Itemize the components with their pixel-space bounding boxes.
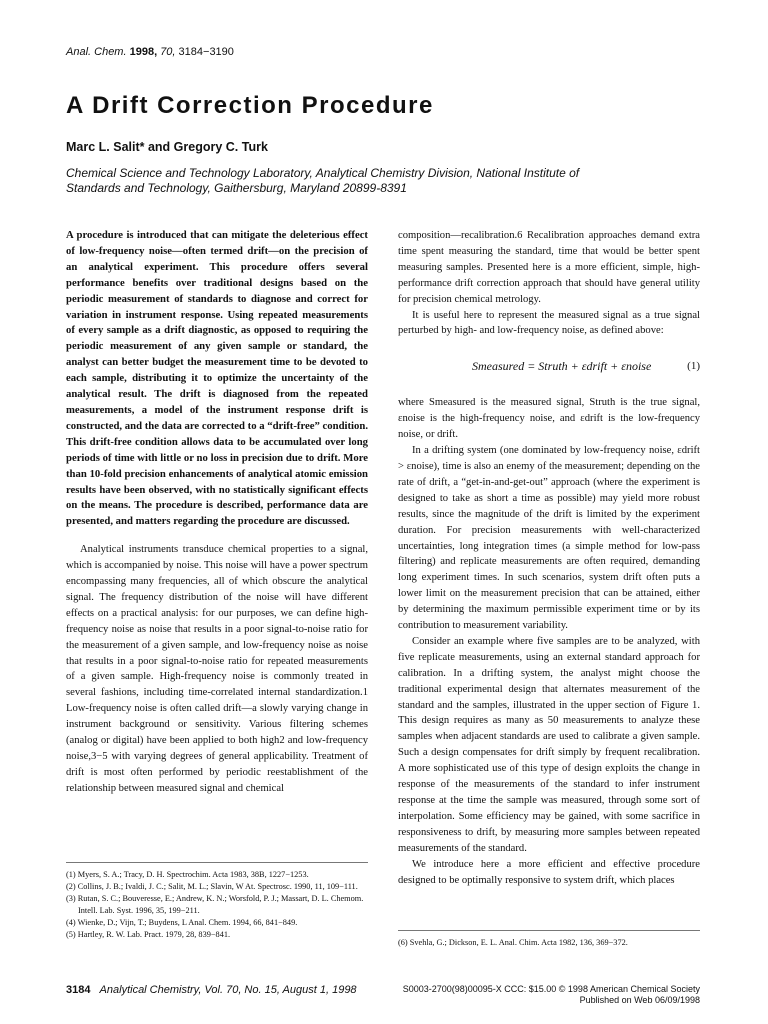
footnote-references (66, 862, 368, 941)
paragraph: In a drifting system (one dominated by low-frequency noise, εdrift > εnoise), time is also an enemy of the measurement; depending on the rate of drift, a “get-in-and-get-out” approach (where the experiment is designed to take as short a time as possible) may yield more robust results, since the magnitude of the drift is limited by the experiment duration. For precision measurements with well-characterized uncertainties, long integration times (a simple method for low-pass filtering) and replicate measurements are often required, demanding long experiment times. In such scenarios, system drift often puts a lower limit on the measurement precision that can be attained, either by determining the maximum permissible experiment time or by its contribution to measurement variability. (398, 445, 700, 632)
article-title: A Drift Correction Procedure (66, 92, 434, 119)
authors: Marc L. Salit* and Gregory C. Turk (66, 140, 268, 154)
journal-reference (66, 46, 234, 58)
equation-formula: Smeasured = Struth + εdrift + εnoise (472, 359, 652, 374)
journal-volume: 70, (160, 46, 176, 58)
equation-1 (398, 339, 700, 395)
reference-2: (2) Collins, J. B.; Ivaldi, J. C.; Salit, M. L.; Slavin, W At. Spectrosc. 1990, 11, 109−111. (66, 882, 358, 891)
affiliation: Chemical Science and Technology Laboratory, Analytical Chemistry Division, National Institute of Standards and Technology, Gaithersburg, Maryland 20899-8391 (66, 166, 580, 195)
journal-name: Anal. Chem. (66, 46, 127, 58)
right-column (398, 228, 700, 888)
reference-4: (4) Wienke, D.; Vijn, T.; Buydens, L Anal. Chem. 1994, 66, 841−849. (66, 918, 298, 927)
copyright-block (400, 984, 700, 1006)
journal-pages: 3184−3190 (178, 46, 234, 58)
footnote-references-right (398, 930, 700, 949)
paragraph: Consider an example where five samples are to be analyzed, with five replicate measurements, using an external standard approach for calibration. In a drifting system, the analyst might choose the traditional experimental design that alternates measurement of the standard and the samples, illustrated in the upper section of Figure 1. This design requires as many as 50 measurements to analyze these samples when adjacent standards are used to calibrate a given sample. Such a design compensates for drift simply by frequent recalibration. A more sophisticated use of this type of design exploits the change in response of the measurements of the standard to infer instrument response at the time the sample was measured, through some sort of interpolation. Some efficiency may be gained, with some sacrifice in responsiveness to drift, by measuring more samples between repeated measurements of the standard. (398, 635, 700, 854)
reference-1: (1) Myers, S. A.; Tracy, D. H. Spectrochim. Acta 1983, 38B, 1227−1253. (66, 870, 309, 879)
paragraph: It is useful here to represent the measured signal as a true signal perturbed by high- and low-frequency noise, as defined above: (398, 309, 700, 337)
footer-citation: Analytical Chemistry, Vol. 70, No. 15, August 1, 1998 (99, 984, 357, 996)
paragraph: composition—recalibration.6 Recalibration approaches demand extra time spent measuring the standard, time that would be better spent measuring samples. Presented here is a more efficient, simple, high-performance drift correction approach that should have general utility for precision chemical metrology. (398, 230, 700, 305)
page-footer (66, 984, 357, 996)
intro-paragraph: Analytical instruments transduce chemical properties to a signal, which is accompanied by noise. This noise will have a power spectrum encompassing many frequencies, all of which obscure the analytical signal. The frequency distribution of the noise will have different effects on a practical analysis: for our purposes, we can define high-frequency noise as noise that results in a poor signal-to-noise ratio for the measurement of a given sample, and low-frequency noise as noise that results in a poor signal-to-noise ratio for repeated measurements of a given sample. High-frequency noise is commonly treated in several fashions, including time-correlated internal standardization.1 Low-frequency noise is often called drift—a slowly varying change in instrument background or sensitivity. Various filtering schemes (analog or digital) have been applied to both high2 and low-frequency noise,3−5 with varying degrees of general applicability. Treatment of drift is most often performed by periodic reestablishment of the relationship between measured signal and chemical (66, 544, 368, 794)
equation-number: (1) (687, 360, 700, 373)
left-column (66, 228, 368, 797)
page-number: 3184 (66, 984, 91, 996)
abstract: A procedure is introduced that can mitigate the deleterious effect of low-frequency noise—often termed drift—on the precision of an analytical experiment. This procedure offers several performance benefits over traditional designs based on the periodic measurement of standards to diagnose and correct for variation in instrument response. Using repeated measurements of every sample as a drift diagnostic, as opposed to requiring the periodic measurement of any given sample or standard, the analyst can better budget the measurement time to be devoted to each sample, distributing it to optimize the uncertainty of the analytical result. The drift is diagnosed from the repeated measurements, a model of the instrument response drift is constructed, and the data are corrected to a “drift-free” condition. This drift-free condition allows data to be accumulated over long periods of time with little or no loss in precision due to drift. More than 10-fold precision enhancements of analytical atomic emission results have been observed, with no statistically significant effects on the means. The procedure is described, performance data are presented, and matters regarding the procedure are discussed. (66, 229, 368, 528)
publication-date: Published on Web 06/09/1998 (579, 995, 700, 1005)
reference-5: (5) Hartley, R. W. Lab. Pract. 1979, 28, 839−841. (66, 930, 231, 939)
journal-year: 1998, (129, 46, 158, 58)
reference-6: (6) Svehla, G.; Dickson, E. L. Anal. Chim. Acta 1982, 136, 369−372. (398, 938, 628, 947)
paragraph: We introduce here a more efficient and effective procedure designed to be optimally responsive to system drift, which places (398, 858, 700, 886)
paragraph: where Smeasured is the measured signal, Struth is the true signal, εnoise is the high-frequency noise, and εdrift is the low-frequency noise, or drift. (398, 397, 700, 441)
reference-3: (3) Rutan, S. C.; Bouveresse, E.; Andrew, K. N.; Worsfold, P. J.; Massart, D. L. Chemom. Intell. Lab. Syst. 1996, 35, 199−211. (66, 894, 364, 915)
copyright-line: S0003-2700(98)00095-X CCC: $15.00 © 1998 American Chemical Society (402, 984, 700, 994)
